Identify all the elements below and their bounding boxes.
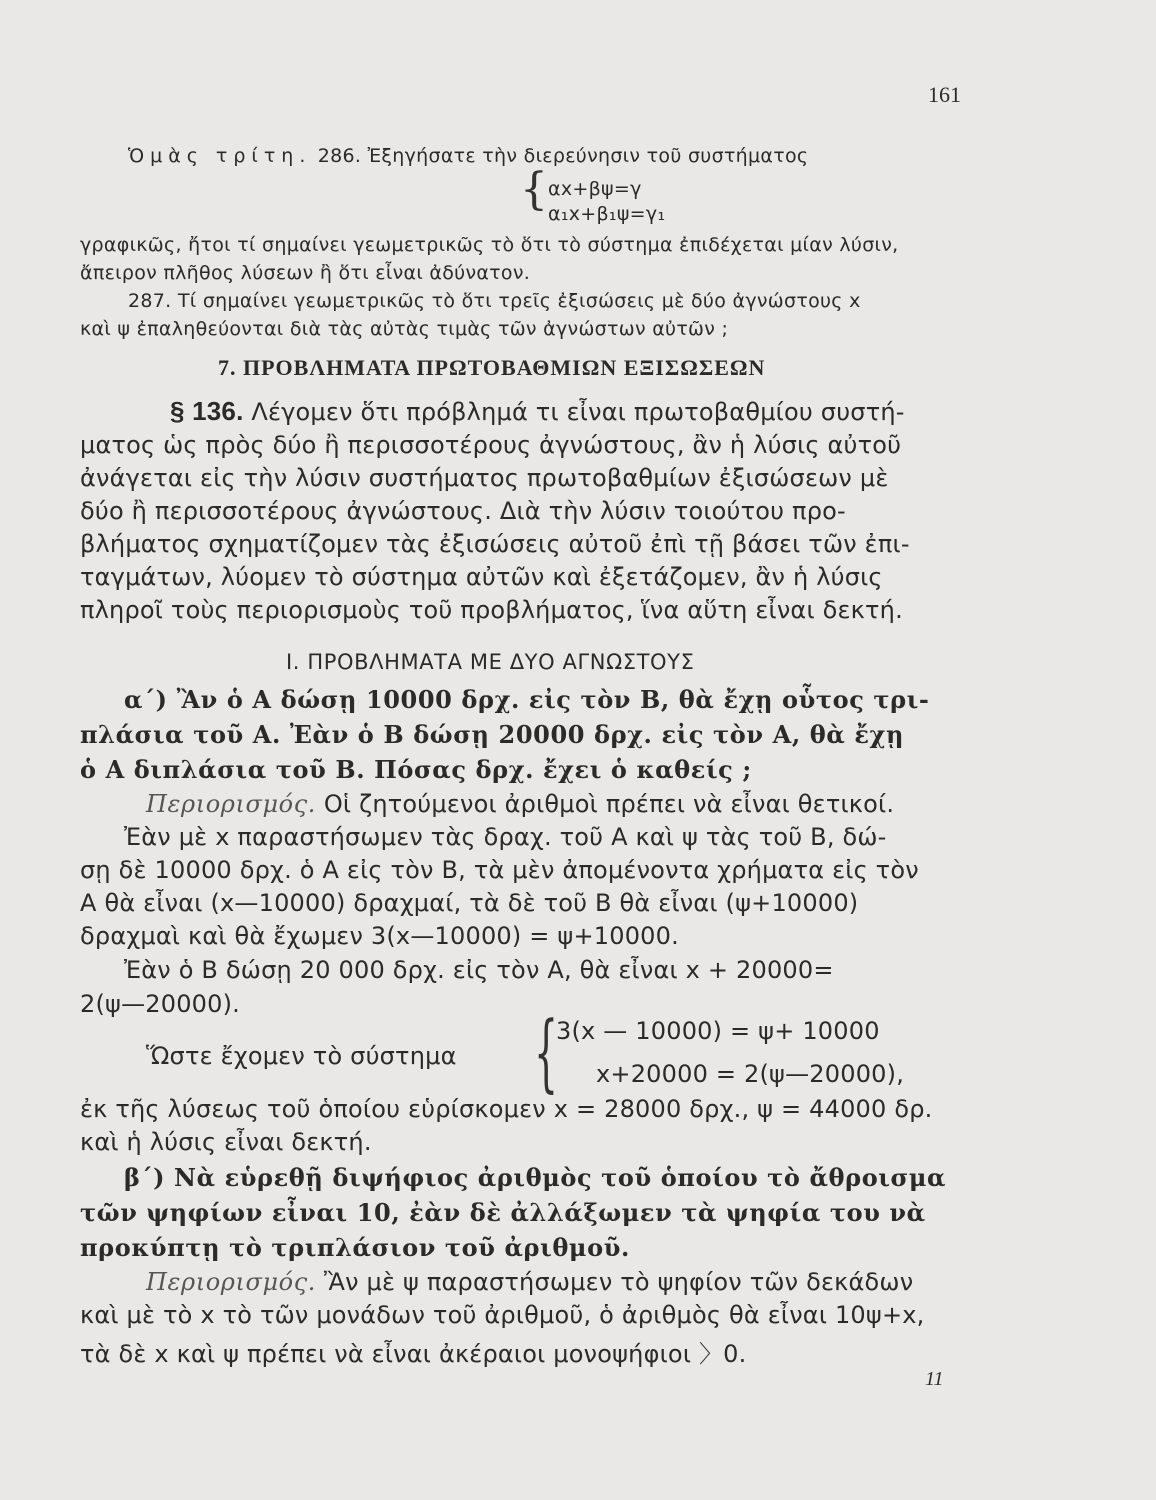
text-line: γραφικῶς, ἤτοι τί σημαίνει γεωμετρικῶς τὸ ὅτι τὸ σύστημα ἐπιδέχεται μίαν λύσιν, [80,234,899,256]
paragraph-first-line [170,396,905,427]
paragraph-mark: § 136. [170,396,244,426]
text-line: ἐκ τῆς λύσεως τοῦ ὁποίου εὑρίσκομεν x = 28000 δρχ., ψ = 44000 δρ. [80,1095,933,1123]
text-line: ἄπειρον πλῆθος λύσεων ἢ ὅτι εἶναι ἀδύνατον. [80,262,531,284]
problem-b-line: β΄) Νὰ εὑρεθῇ διψήφιος ἀριθμὸς τοῦ ὁποίου τὸ ἄθροισμα [124,1163,947,1192]
group-label: Ὁμὰς τρίτη. [128,145,312,167]
text-line: πληροῖ τοὺς περιορισμοὺς τοῦ προβλήματος, ἵνα αὕτη εἶναι δεκτή. [80,596,903,624]
text-line: σῃ δὲ 10000 δρχ. ὁ Α εἰς τὸν Β, τὰ μὲν ἀπομένοντα χρήματα εἰς τὸν [80,856,919,884]
exercise-286-line [128,145,808,167]
text-line: Λέγομεν ὅτι πρόβλημά τι εἶναι πρωτοβαθμίου συστή- [251,398,905,426]
problem-b-line: τῶν ψηφίων εἶναι 10, ἐὰν δὲ ἀλλάξωμεν τὰ ψηφία του νὰ [80,1198,926,1227]
restriction-text: Οἱ ζητούμενοι ἀριθμοὶ πρέπει νὰ εἶναι θετικοί. [323,790,895,818]
problem-a-line: πλάσια τοῦ Α. Ἐὰν ὁ Β δώσῃ 20000 δρχ. εἰς τὸν Α, θὰ ἔχῃ [80,720,904,749]
restriction-text: Ἂν μὲ ψ παραστήσωμεν τὸ ψηφίον τῶν δεκάδων [323,1268,914,1296]
text-line: 2(ψ—20000). [80,990,241,1018]
subsection-title: Ι. ΠΡΟΒΛΗΜΑΤΑ ΜΕ ΔΥΟ ΑΓΝΩΣΤΟΥΣ [286,650,695,674]
text-line: Ἐὰν μὲ x παραστήσωμεν τὰς δραχ. τοῦ Α καὶ ψ τὰς τοῦ Β, δώ- [124,823,887,851]
text-line: καὶ ψ ἐπαληθεύονται διὰ τὰς αὐτὰς τιμὰς τῶν ἀγνώστων αὐτῶν ; [80,318,729,340]
text-line: ἀνάγεται εἰς τὴν λύσιν συστήματος πρωτοβαθμίων ἐξισώσεων μὲ [80,464,889,492]
page-number: 161 [928,82,961,107]
system-equation-2: x+20000 = 2(ψ—20000), [596,1060,905,1088]
brace-icon: { [520,164,548,215]
restriction-line [146,790,894,818]
equation-1: αx+βψ=γ [548,178,642,200]
text-line: Ἐὰν ὁ Β δώσῃ 20 000 δρχ. εἰς τὸν Α, θὰ εἶναι x + 20000= [124,956,834,984]
exercise-286-intro: 286. Ἐξηγήσατε τὴν διερεύνησιν τοῦ συστήματος [317,145,809,167]
text-line: Α θὰ εἶναι (x—10000) δραχμαί, τὰ δὲ τοῦ Β θὰ εἶναι (ψ+10000) [80,889,859,917]
text-line: δραχμαὶ καὶ θὰ ἔχωμεν 3(x—10000) = ψ+10000. [80,922,679,950]
exercise-287-line: 287. Τί σημαίνει γεωμετρικῶς τὸ ὅτι τρεῖς ἐξισώσεις μὲ δύο ἀγνώστους x [128,290,861,312]
system-label: Ὥστε ἔχομεν τὸ σύστημα [146,1042,457,1070]
text-line: τὰ δὲ x καὶ ψ πρέπει νὰ εἶναι ἀκέραιοι μονοψήφιοι 〉0. [80,1340,747,1368]
text-line: ματος ὡς πρὸς δύο ἢ περισσοτέρους ἀγνώστους, ἂν ἡ λύσις αὐτοῦ [80,431,902,459]
problem-b-line: προκύπτῃ τὸ τριπλάσιον τοῦ ἀριθμοῦ. [80,1233,630,1262]
system-equation-1: 3(x — 10000) = ψ+ 10000 [556,1017,880,1045]
restriction-label: Περιορισμός. [146,1268,316,1296]
text-line: βλήματος σχηματίζομεν τὰς ἐξισώσεις αὐτοῦ ἐπὶ τῇ βάσει τῶν ἐπι- [80,530,910,558]
signature-mark: 11 [925,1368,944,1390]
text-line: ταγμάτων, λύομεν τὸ σύστημα αὐτῶν καὶ ἐξετάζομεν, ἂν ἡ λύσις [80,563,883,591]
text-line: καὶ ἡ λύσις εἶναι δεκτή. [80,1128,372,1156]
equation-2: α₁x+β₁ψ=γ₁ [548,203,666,225]
text-line: δύο ἢ περισσοτέρους ἀγνώστους. Διὰ τὴν λύσιν τοιούτου προ- [80,497,846,525]
problem-a-line: ὁ Α διπλάσια τοῦ Β. Πόσας δρχ. ἔχει ὁ καθείς ; [80,755,752,784]
text-line: καὶ μὲ τὸ x τὸ τῶν μονάδων τοῦ ἀριθμοῦ, ὁ ἀριθμὸς θὰ εἶναι 10ψ+x, [80,1301,925,1329]
restriction-line [146,1268,913,1296]
brace-icon: { [534,1003,559,1101]
restriction-label: Περιορισμός. [146,790,316,818]
problem-a-line: α΄) Ἂν ὁ Α δώσῃ 10000 δρχ. εἰς τὸν Β, θὰ ἔχῃ οὗτος τρι- [124,685,930,714]
section-title: 7. ΠΡΟΒΛΗΜΑΤΑ ΠΡΩΤΟΒΑΘΜΙΩΝ ΕΞΙΣΩΣΕΩΝ [218,355,766,380]
